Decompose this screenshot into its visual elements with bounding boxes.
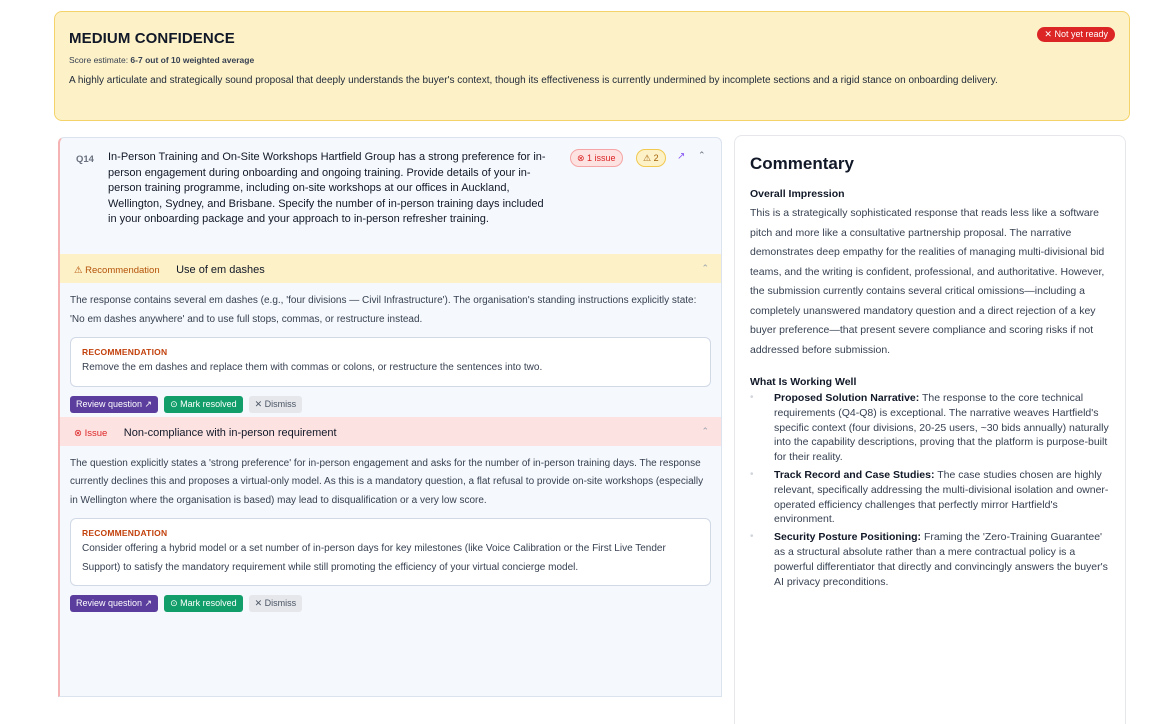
external-arrow-icon[interactable]: ↗ [677, 151, 686, 162]
commentary-panel [734, 135, 1126, 724]
chevron-up-icon[interactable]: ⌃ [701, 263, 709, 273]
recommendation-text: Remove the em dashes and replace them with commas or colons, or restructure the sentences into two. [82, 362, 543, 373]
item-text: The response to the core technical requirements (Q4-Q8) is exceptional. The narrative weaves Hartfield's specific context (four divisions, 20-25 users, ~30 bids annually) naturally into the capability descriptions, proving that the platform is purpose-built for their reality. [774, 392, 1109, 464]
list-item [750, 530, 1110, 589]
score-estimate [69, 55, 1115, 65]
list-item [750, 468, 1110, 527]
question-number: Q14 [76, 154, 94, 165]
finding-header-issue[interactable] [60, 417, 721, 446]
item-lead: Security Posture Positioning: [774, 531, 922, 544]
working-well-list [750, 391, 1110, 589]
overall-impression-text: This is a strategically sophisticated response that reads less like a software pitch and more like a consultative partnership proposal. The narrative demonstrates deep empathy for the realities of managing multi-divisional bid teams, and the writing is confident, professional, and authoritative. However, the submission currently contains several critical omissions—including a completely unanswered mandatory question and a direct rejection of a key buyer preference—that present severe compliance and scoring risks if not addressed before submission. [750, 207, 1105, 356]
score-value: 6-7 out of 10 weighted average [130, 55, 255, 65]
finding-kind: ⚠ Recommendation [74, 265, 160, 276]
issue-count-badge[interactable]: ⊗ 1 issue [570, 149, 623, 167]
finding-description: The question explicitly states a 'strong preference' for in-person engagement and asks for the number of in-person training days. The response currently declines this and proposes a virtual-only model. As this is a mandatory question, a flat refusal to provide on-site workshops (especially in Wellington where the organisation is based) may lead to disqualification or a very low score. [70, 457, 704, 506]
confidence-banner [54, 11, 1130, 121]
item-text: Framing the 'Zero-Training Guarantee' as a structural absolute rather than a mere contractual policy is a powerful differentiator that directly and convincingly answers the buyer's AI privacy preconditions. [774, 531, 1108, 588]
score-prefix: Score estimate: [69, 55, 131, 65]
mark-resolved-button[interactable]: ⊙ Mark resolved [164, 595, 243, 612]
review-question-button[interactable]: Review question ↗ [70, 396, 158, 413]
finding-header-recommendation[interactable] [60, 254, 721, 283]
finding-actions [70, 387, 711, 417]
commentary-title: Commentary [750, 154, 854, 173]
dismiss-button[interactable]: ✕ Dismiss [249, 396, 303, 413]
confidence-title: MEDIUM CONFIDENCE [69, 30, 235, 47]
chevron-up-icon[interactable]: ⌃ [701, 425, 709, 436]
working-well-heading: What Is Working Well [750, 376, 857, 388]
item-text: The case studies chosen are highly relevant, specifically addressing the multi-divisional isolation and owner-operated efficiency challenges that perfectly mirror Hartfield's environment. [774, 468, 1109, 526]
warning-count-badge[interactable]: ⚠ 2 [636, 149, 666, 167]
recommendation-box [70, 518, 711, 586]
finding-body [60, 283, 721, 417]
review-question-button[interactable]: Review question ↗ [70, 595, 158, 612]
recommendation-label: RECOMMENDATION [82, 347, 168, 357]
finding-actions [70, 586, 711, 616]
chevron-up-icon[interactable]: ⌃ [698, 150, 706, 160]
finding-body [60, 446, 721, 617]
question-review-panel [58, 137, 722, 697]
question-text: In-Person Training and On-Site Workshops Hartfield Group has a strong preference for in-person engagement during onboarding and ongoing training. Provide details of your in-person training programme, including on-site workshops at our offices in Auckland, Wellington, Sydney, and Brisbane. Specify the number of in-person training days included in your onboarding package and your approach to in-person refresher training. [108, 151, 546, 226]
item-lead: Track Record and Case Studies: [774, 468, 935, 481]
recommendation-text: Consider offering a hybrid model or a set number of in-person days for key milestones (like Voice Calibration or the First Live Tender Support) to satisfy the mandatory requirement while still promoting the efficiency of your virtual concierge model. [82, 543, 666, 573]
list-item [750, 391, 1110, 465]
overall-impression-heading: Overall Impression [750, 188, 845, 200]
finding-title: Non-compliance with in-person requirement [123, 426, 337, 439]
confidence-summary: A highly articulate and strategically sound proposal that deeply understands the buyer's context, though its effectiveness is currently undermined by incomplete sections and a rigid stance on onboarding delivery. [69, 75, 998, 86]
question-header[interactable] [60, 138, 721, 254]
finding-kind: ⊗ Issue [74, 427, 108, 439]
mark-resolved-button[interactable]: ⊙ Mark resolved [164, 396, 243, 413]
recommendation-box [70, 337, 711, 387]
item-lead: Proposed Solution Narrative: [774, 392, 920, 404]
finding-description: The response contains several em dashes (e.g., 'four divisions — Civil Infrastructure'). The organisation's standing instructions explicitly state: 'No em dashes anywhere' and to use full stops, commas, or restructure instead. [70, 295, 697, 325]
recommendation-label: RECOMMENDATION [82, 528, 168, 538]
dismiss-button[interactable]: ✕ Dismiss [249, 595, 303, 612]
finding-title: Use of em dashes [176, 264, 265, 276]
status-badge: ✕ Not yet ready [1037, 27, 1115, 42]
